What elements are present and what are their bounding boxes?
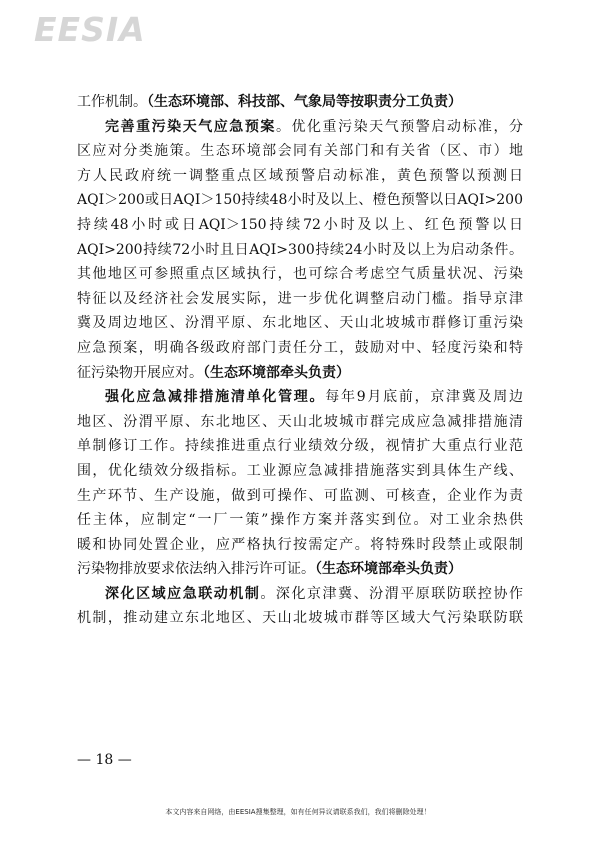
bold-text-segment: 完善重污染天气应急预案: [105, 118, 276, 135]
text-segment: 污染物排放要求依法纳入排污许可证。: [77, 561, 315, 578]
text-line: [77, 164, 523, 189]
text-segment: 特征以及经济社会发展实际，进一步优化调整启动门槛。指导京津: [77, 290, 523, 307]
text-segment: 应急预案，明确各级政府部门责任分工，鼓励对中、轻度污染和特: [77, 339, 523, 356]
text-line: [77, 434, 523, 459]
text-line: [77, 90, 523, 115]
text-segment: AQI>200持续72小时且日AQI>300持续24小时及以上为启动条件。: [77, 241, 523, 258]
bold-text-segment: 强化应急减排措施清单化管理。: [105, 389, 326, 406]
text-segment: 工作机制。: [77, 94, 147, 110]
text-segment: 地区、汾渭平原、东北地区、天山北坡城市群完成应急减排措施清: [77, 413, 523, 430]
bold-text-segment: （生态环境部、科技部、气象局等按职责分工负责）: [147, 94, 462, 110]
text-segment: 任主体，应制定“一厂一策”操作方案并落实到位。对工业余热供: [77, 512, 523, 529]
text-segment: 。深化京津冀、汾渭平原联防联控协作: [260, 585, 523, 602]
text-line: [77, 385, 523, 410]
text-line: [77, 311, 523, 336]
text-line: [77, 213, 523, 238]
text-line: [77, 287, 523, 312]
text-line: [77, 533, 523, 558]
text-line: [77, 508, 523, 533]
footer-disclaimer: 本文内容来自网络，由EESIA搜集整理，如有任何异议请联系我们，我们将删除处理！: [165, 808, 431, 816]
text-line: [77, 484, 523, 509]
bold-text-segment: 深化区域应急联动机制: [105, 585, 261, 602]
text-line: [77, 188, 523, 213]
text-segment: 单制修订工作。持续推进重点行业绩效分级，视情扩大重点行业范: [77, 438, 523, 455]
document-body: [77, 90, 523, 631]
text-line: [77, 410, 523, 435]
text-segment: AQI＞200或日AQI＞150持续48小时及以上、橙色预警以日AQI>200: [77, 192, 523, 209]
text-line: [77, 582, 523, 607]
text-line: [77, 336, 523, 361]
text-segment: 。优化重污染天气预警启动标准，分: [275, 118, 523, 135]
text-segment: 征污染物开展应对。: [77, 364, 203, 381]
bold-text-segment: （生态环境部牵头负责）: [315, 561, 462, 578]
text-segment: 围，优化绩效分级指标。工业源应急减排措施落实到具体生产线、: [77, 462, 523, 479]
text-segment: 每年9月底前，京津冀及周边: [325, 389, 523, 406]
text-line: [77, 557, 523, 582]
text-line: [77, 262, 523, 287]
text-line: [77, 238, 523, 263]
text-line: [77, 139, 523, 164]
text-segment: 方人民政府统一调整重点区域预警启动标准，黄色预警以预测日: [77, 167, 523, 184]
text-segment: 暖和协同处置企业，应严格执行按需定产。将特殊时段禁止或限制: [77, 536, 523, 553]
text-line: [77, 115, 523, 140]
text-segment: 其他地区可参照重点区域执行，也可综合考虑空气质量状况、污染: [77, 266, 523, 283]
text-segment: 生产环节、生产设施，做到可操作、可监测、可核查，企业作为责: [77, 487, 523, 504]
text-segment: 机制，推动建立东北地区、天山北坡城市群等区域大气污染联防联: [77, 610, 523, 627]
text-line: [77, 606, 523, 631]
text-segment: 持续48小时或日AQI＞150持续72小时及以上、红色预警以日: [77, 216, 523, 233]
text-line: [77, 361, 523, 386]
page-number: — 18 —: [77, 752, 132, 768]
bold-text-segment: （生态环境部牵头负责）: [203, 364, 350, 381]
text-segment: 冀及周边地区、汾渭平原、东北地区、天山北坡城市群修订重污染: [77, 315, 523, 332]
text-segment: 区应对分类施策。生态环境部会同有关部门和有关省（区、市）地: [77, 143, 523, 160]
eesia-logo: EESIA: [34, 10, 146, 49]
text-line: [77, 459, 523, 484]
